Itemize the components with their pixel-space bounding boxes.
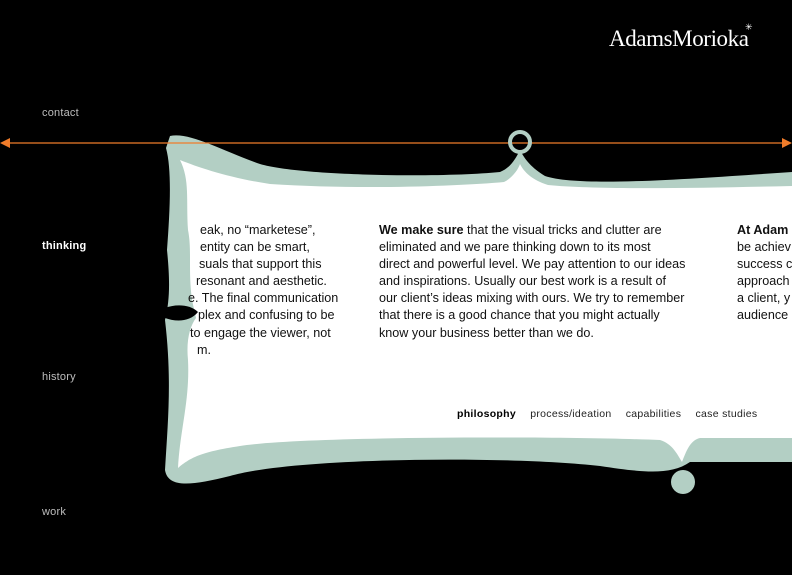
text-line: that there is a good chance that you might actually — [379, 308, 660, 323]
logo-star-icon: ✳ — [745, 22, 753, 32]
arrow-right-icon — [782, 138, 792, 148]
text-line: to engage the viewer, not — [190, 325, 331, 340]
text-line: be achiev — [737, 240, 791, 255]
text-line-rest: that the visual tricks and clutter are — [463, 223, 662, 237]
text-line — [379, 222, 685, 239]
text-line: audience — [737, 308, 789, 323]
arrow-left-icon — [0, 138, 10, 148]
subnav-philosophy[interactable]: philosophy — [457, 408, 516, 420]
text-line: a client, y — [737, 291, 791, 306]
text-column-middle — [379, 222, 685, 342]
text-line: approach — [737, 274, 790, 289]
ring-marker-icon — [510, 132, 530, 152]
text-line — [737, 222, 792, 239]
text-line: know your business better than we do. — [379, 325, 594, 340]
lead-phrase: At Adam — [737, 223, 789, 237]
brand-logo[interactable]: AdamsMorioka — [609, 26, 749, 51]
text-column-left — [187, 222, 365, 359]
text-line: and inspirations. Usually our best work is a result of — [379, 274, 666, 289]
text-line: m. — [197, 342, 211, 357]
subnav-process-ideation[interactable]: process/ideation — [530, 408, 612, 420]
text-line: suals that support this — [199, 257, 322, 272]
text-line: plex and confusing to be — [198, 308, 335, 323]
section-subnav — [457, 408, 768, 420]
text-line: success c — [737, 257, 792, 272]
nav-contact[interactable]: contact — [42, 107, 79, 119]
text-line: eak, no “marketese”, — [200, 223, 316, 237]
text-column-right — [737, 222, 792, 325]
subnav-capabilities[interactable]: capabilities — [625, 408, 682, 420]
text-line: direct and powerful level. We pay attention to our ideas — [379, 257, 686, 272]
text-line: e. The final communication — [188, 291, 339, 306]
text-line: eliminated and we pare thinking down to its most — [379, 240, 651, 255]
lead-phrase: We make sure — [379, 223, 464, 237]
text-line: our client’s ideas mixing with ours. We try to remember — [379, 291, 685, 306]
dot-marker-icon — [671, 470, 695, 494]
subnav-case-studies[interactable]: case studies — [695, 408, 758, 420]
text-line: resonant and aesthetic. — [196, 274, 327, 289]
text-line: entity can be smart, — [200, 240, 310, 255]
nav-history[interactable]: history — [42, 371, 76, 383]
nav-thinking[interactable]: thinking — [42, 240, 87, 252]
nav-work[interactable]: work — [42, 506, 67, 518]
